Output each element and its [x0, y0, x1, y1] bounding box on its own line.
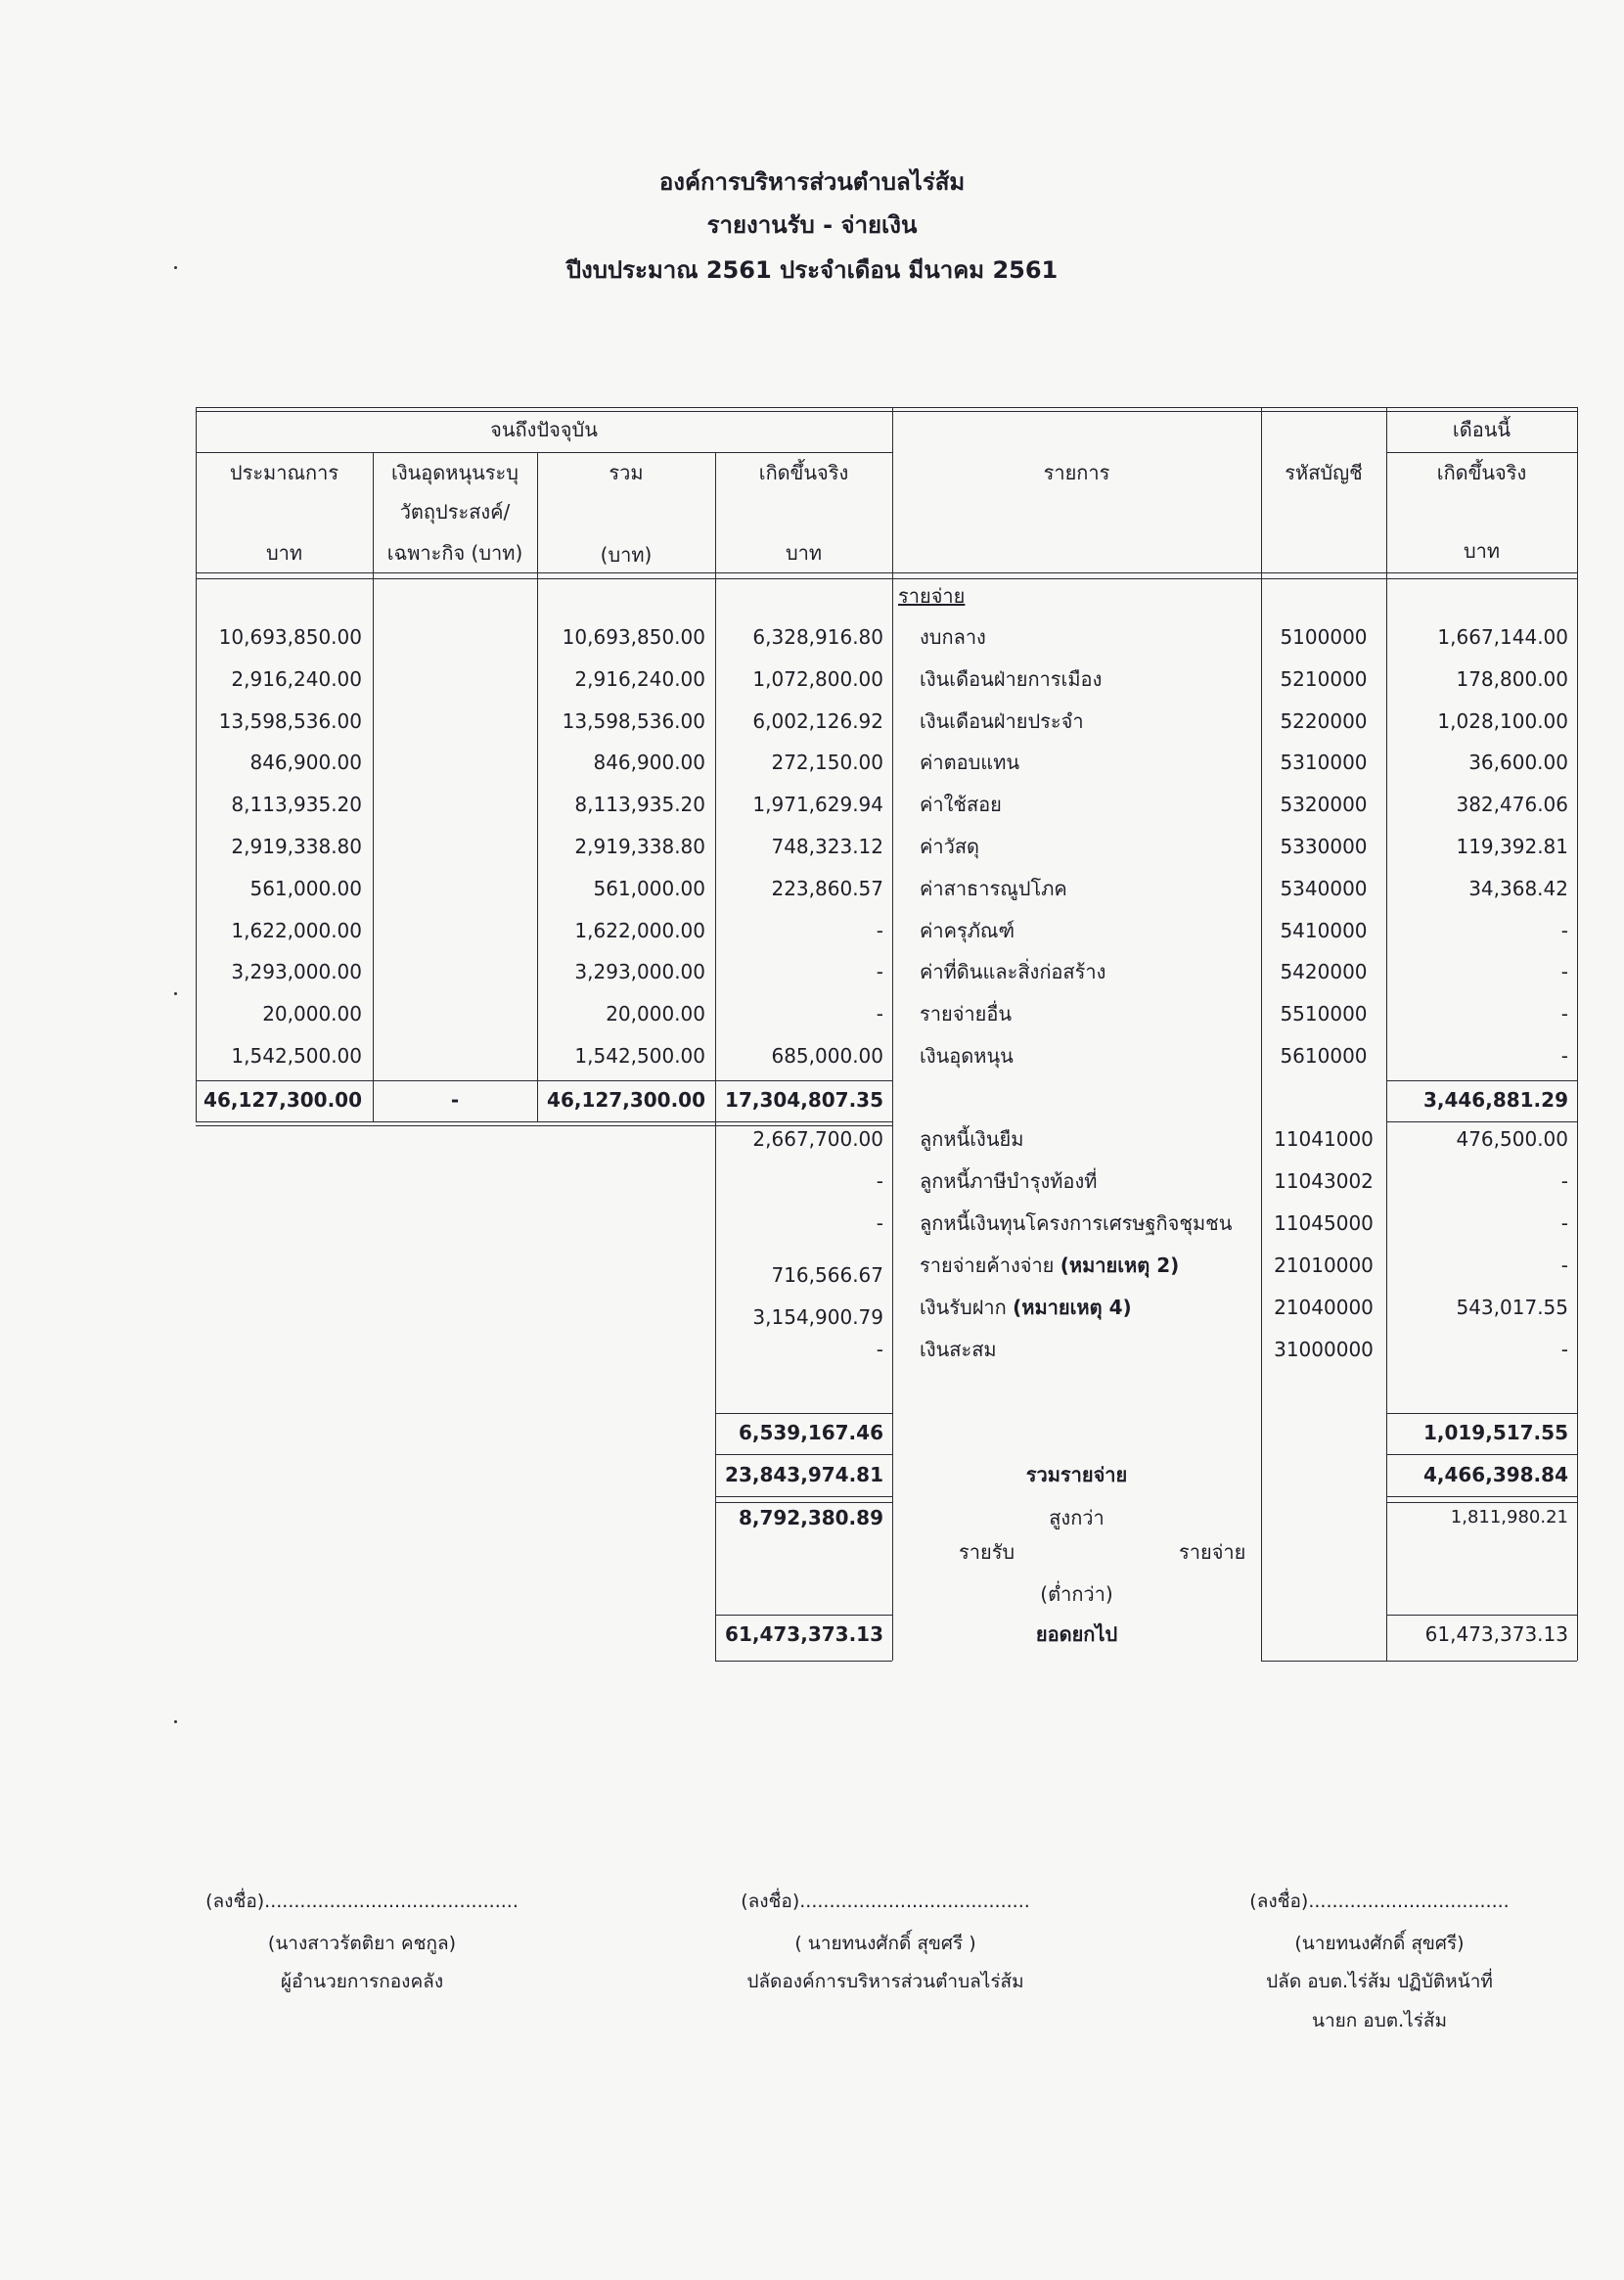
col-actual: เกิดขึ้นจริง: [758, 461, 849, 484]
other-total-actual: 6,539,167.46: [738, 1421, 883, 1444]
expense-budget-cell: 3,293,000.00: [231, 960, 362, 983]
carry-forward-month: 61,473,373.13: [1424, 1622, 1568, 1646]
expense-month-cell: 1,667,144.00: [1437, 625, 1568, 649]
expense-item-cell: ค่าตอบแทน: [920, 751, 1020, 774]
col-total: รวม: [609, 461, 644, 484]
other-total-month: 1,019,517.55: [1422, 1421, 1568, 1444]
other-code-cell: 21040000: [1274, 1296, 1374, 1319]
expense-budget-cell: 561,000.00: [249, 877, 362, 900]
other-code-cell: 11045000: [1274, 1211, 1374, 1235]
signer-name: (นายทนงศักดิ์ สุขศรี): [1294, 1933, 1465, 1954]
carry-forward-label: ยอดยกไป: [1035, 1622, 1118, 1646]
group-to-date: จนถึงปัจจุบัน: [490, 418, 598, 441]
expense-total-cell: 846,900.00: [593, 751, 705, 774]
col-month-actual: เกิดขึ้นจริง: [1436, 461, 1527, 484]
signer-role: ผู้อำนวยการกองคลัง: [280, 1971, 444, 1992]
expense-actual-cell: 1,971,629.94: [752, 793, 883, 816]
signature-line: (ลงชื่อ)...........................................: [205, 1891, 519, 1912]
carry-forward-actual: 61,473,373.13: [725, 1622, 883, 1646]
expense-actual-cell: 685,000.00: [771, 1044, 883, 1068]
difference-actual: 8,792,380.89: [738, 1506, 883, 1529]
expense-actual-cell: 6,002,126.92: [752, 709, 883, 733]
expense-actual-cell: 1,072,800.00: [752, 667, 883, 691]
expense-item-cell: เงินเดือนฝ่ายประจำ: [920, 709, 1084, 733]
other-actual-cell: -: [876, 1211, 883, 1235]
expense-item-cell: เงินอุดหนุน: [920, 1044, 1014, 1068]
expense-month-cell: -: [1560, 960, 1568, 983]
expense-budget-cell: 20,000.00: [262, 1002, 362, 1026]
other-item-cell: [920, 1295, 1132, 1320]
other-month-cell: 476,500.00: [1456, 1127, 1568, 1151]
other-code-cell: 31000000: [1274, 1338, 1374, 1361]
expense-budget-cell: 2,919,338.80: [231, 835, 362, 858]
expense-total-cell: 2,919,338.80: [574, 835, 705, 858]
expense-month-cell: 119,392.81: [1456, 835, 1568, 858]
other-item-label: ลูกหนี้เงินทุนโครงการเศรษฐกิจชุมชน: [920, 1211, 1233, 1235]
other-actual-cell: 3,154,900.79: [752, 1305, 883, 1329]
other-actual-cell: -: [876, 1169, 883, 1193]
grand-total-actual: 23,843,974.81: [725, 1463, 883, 1486]
other-item-cell: [920, 1253, 1179, 1278]
expense-item-cell: เงินเดือนฝ่ายการเมือง: [920, 667, 1103, 691]
other-month-cell: -: [1560, 1338, 1568, 1361]
expense-month-cell: 382,476.06: [1456, 793, 1568, 816]
signer-role-line2: นายก อบต.ไร่ส้ม: [1311, 2010, 1448, 2031]
difference-month: 1,811,980.21: [1450, 1507, 1568, 1528]
scan-speck: [174, 266, 177, 269]
other-item-cell: [920, 1168, 1097, 1194]
expense-actual-cell: 6,328,916.80: [752, 625, 883, 649]
col-budget-unit: บาท: [265, 541, 303, 565]
expense-total-cell: 20,000.00: [606, 1002, 705, 1026]
expense-total-budget: 46,127,300.00: [203, 1088, 362, 1112]
expense-month-cell: -: [1560, 1002, 1568, 1026]
col-budget: ประมาณการ: [229, 461, 339, 484]
expense-code-cell: 5410000: [1280, 919, 1368, 942]
expense-budget-cell: 2,916,240.00: [231, 667, 362, 691]
expense-code-cell: 5320000: [1280, 793, 1368, 816]
other-item-label: รายจ่ายค้างจ่าย: [920, 1254, 1060, 1277]
signer-role: ปลัด อบต.ไร่ส้ม ปฏิบัติหน้าที่: [1266, 1971, 1493, 1992]
expense-month-cell: 1,028,100.00: [1437, 709, 1568, 733]
report-title: รายงานรับ - จ่ายเงิน: [706, 211, 918, 239]
expense-month-cell: 34,368.42: [1468, 877, 1568, 900]
grand-total-month: 4,466,398.84: [1422, 1463, 1568, 1486]
col-subsidy-line3: เฉพาะกิจ (บาท): [386, 541, 523, 565]
expense-budget-cell: 846,900.00: [249, 751, 362, 774]
expense-actual-cell: 748,323.12: [771, 835, 883, 858]
expense-actual-cell: -: [876, 919, 883, 942]
expense-item-cell: ค่าที่ดินและสิ่งก่อสร้าง: [920, 960, 1106, 983]
expense-budget-cell: 1,622,000.00: [231, 919, 362, 942]
other-actual-cell: 716,566.67: [771, 1263, 883, 1287]
expense-item-cell: งบกลาง: [920, 625, 986, 649]
other-item-cell: [920, 1126, 1023, 1152]
expense-total-actual: 17,304,807.35: [725, 1088, 883, 1112]
expense-total-cell: 1,622,000.00: [574, 919, 705, 942]
expense-budget-cell: 13,598,536.00: [218, 709, 362, 733]
col-code: รหัสบัญชี: [1285, 461, 1363, 484]
other-item-label: เงินรับฝาก: [920, 1296, 1014, 1319]
expense-actual-cell: -: [876, 960, 883, 983]
grand-total-label: รวมรายจ่าย: [1025, 1463, 1128, 1486]
signer-role: ปลัดองค์การบริหารส่วนตำบลไร่ส้ม: [746, 1971, 1024, 1992]
col-subsidy-line1: เงินอุดหนุนระบุ: [391, 461, 519, 484]
scan-speck: [174, 992, 177, 995]
signer-name: (นางสาวรัตติยา คชกูล): [267, 1933, 457, 1954]
expense-total-total: 46,127,300.00: [547, 1088, 705, 1112]
difference-right-label: รายจ่าย: [1179, 1540, 1246, 1564]
expense-total-month: 3,446,881.29: [1422, 1088, 1568, 1112]
expense-code-cell: 5340000: [1280, 877, 1368, 900]
other-code-cell: 11041000: [1274, 1127, 1374, 1151]
other-actual-cell: -: [876, 1338, 883, 1361]
expense-code-cell: 5310000: [1280, 751, 1368, 774]
other-month-cell: -: [1560, 1169, 1568, 1193]
expense-actual-cell: -: [876, 1002, 883, 1026]
expense-total-cell: 1,542,500.00: [574, 1044, 705, 1068]
expense-budget-cell: 10,693,850.00: [218, 625, 362, 649]
other-actual-cell: 2,667,700.00: [752, 1127, 883, 1151]
expense-total-cell: 8,113,935.20: [574, 793, 705, 816]
signature-line: (ลงชื่อ)..................................: [1249, 1891, 1510, 1912]
col-item: รายการ: [1043, 461, 1110, 484]
expense-item-cell: ค่าวัสดุ: [920, 835, 980, 858]
other-month-cell: -: [1560, 1254, 1568, 1277]
expense-actual-cell: 272,150.00: [771, 751, 883, 774]
signer-name: ( นายทนงศักดิ์ สุขศรี ): [794, 1933, 976, 1954]
section-title: รายจ่าย: [898, 584, 966, 608]
scan-speck: [174, 1720, 177, 1723]
expense-total-subsidy: -: [450, 1088, 460, 1112]
expense-month-cell: 178,800.00: [1456, 667, 1568, 691]
other-item-label: ลูกหนี้เงินยืม: [920, 1127, 1024, 1151]
expense-item-cell: ค่าใช้สอย: [920, 793, 1002, 816]
other-month-cell: -: [1560, 1211, 1568, 1235]
expense-budget-cell: 8,113,935.20: [231, 793, 362, 816]
expense-total-cell: 2,916,240.00: [574, 667, 705, 691]
group-this-month: เดือนนี้: [1452, 418, 1511, 441]
expense-code-cell: 5210000: [1280, 667, 1368, 691]
expense-item-cell: รายจ่ายอื่น: [920, 1002, 1013, 1026]
other-item-note: (หมายเหตุ 2): [1060, 1254, 1180, 1277]
expense-code-cell: 5610000: [1280, 1044, 1368, 1068]
expense-item-cell: ค่าสาธารณูปโภค: [920, 877, 1067, 900]
report-period: ปีงบประมาณ 2561 ประจำเดือน มีนาคม 2561: [565, 256, 1059, 284]
expense-code-cell: 5420000: [1280, 960, 1368, 983]
expense-code-cell: 5330000: [1280, 835, 1368, 858]
expense-total-cell: 10,693,850.00: [562, 625, 705, 649]
difference-lower: (ต่ำกว่า): [1040, 1582, 1113, 1606]
col-total-unit: (บาท): [600, 543, 653, 567]
expense-code-cell: 5100000: [1280, 625, 1368, 649]
expense-total-cell: 13,598,536.00: [562, 709, 705, 733]
col-month-unit: บาท: [1463, 539, 1501, 563]
expense-total-cell: 3,293,000.00: [574, 960, 705, 983]
other-item-cell: [920, 1337, 997, 1362]
other-item-label: ลูกหนี้ภาษีบำรุงท้องที่: [920, 1169, 1098, 1193]
signature-line: (ลงชื่อ).......................................: [741, 1891, 1030, 1912]
col-subsidy-line2: วัตถุประสงค์/: [399, 500, 511, 524]
expense-month-cell: 36,600.00: [1468, 751, 1568, 774]
expense-month-cell: -: [1560, 1044, 1568, 1068]
difference-left-label: รายรับ: [959, 1540, 1015, 1564]
difference-higher: สูงกว่า: [1049, 1506, 1105, 1529]
expense-code-cell: 5220000: [1280, 709, 1368, 733]
expense-month-cell: -: [1560, 919, 1568, 942]
other-item-cell: [920, 1210, 1232, 1236]
other-month-cell: 543,017.55: [1456, 1296, 1568, 1319]
col-actual-unit: บาท: [785, 541, 823, 565]
other-code-cell: 11043002: [1274, 1169, 1374, 1193]
expense-budget-cell: 1,542,500.00: [231, 1044, 362, 1068]
other-code-cell: 21010000: [1274, 1254, 1374, 1277]
org-name: องค์การบริหารส่วนตำบลไร่ส้ม: [658, 168, 966, 196]
expense-total-cell: 561,000.00: [593, 877, 705, 900]
expense-item-cell: ค่าครุภัณฑ์: [920, 919, 1015, 942]
expense-code-cell: 5510000: [1280, 1002, 1368, 1026]
expense-actual-cell: 223,860.57: [771, 877, 883, 900]
other-item-label: เงินสะสม: [920, 1338, 997, 1361]
other-item-note: (หมายเหตุ 4): [1013, 1296, 1132, 1319]
